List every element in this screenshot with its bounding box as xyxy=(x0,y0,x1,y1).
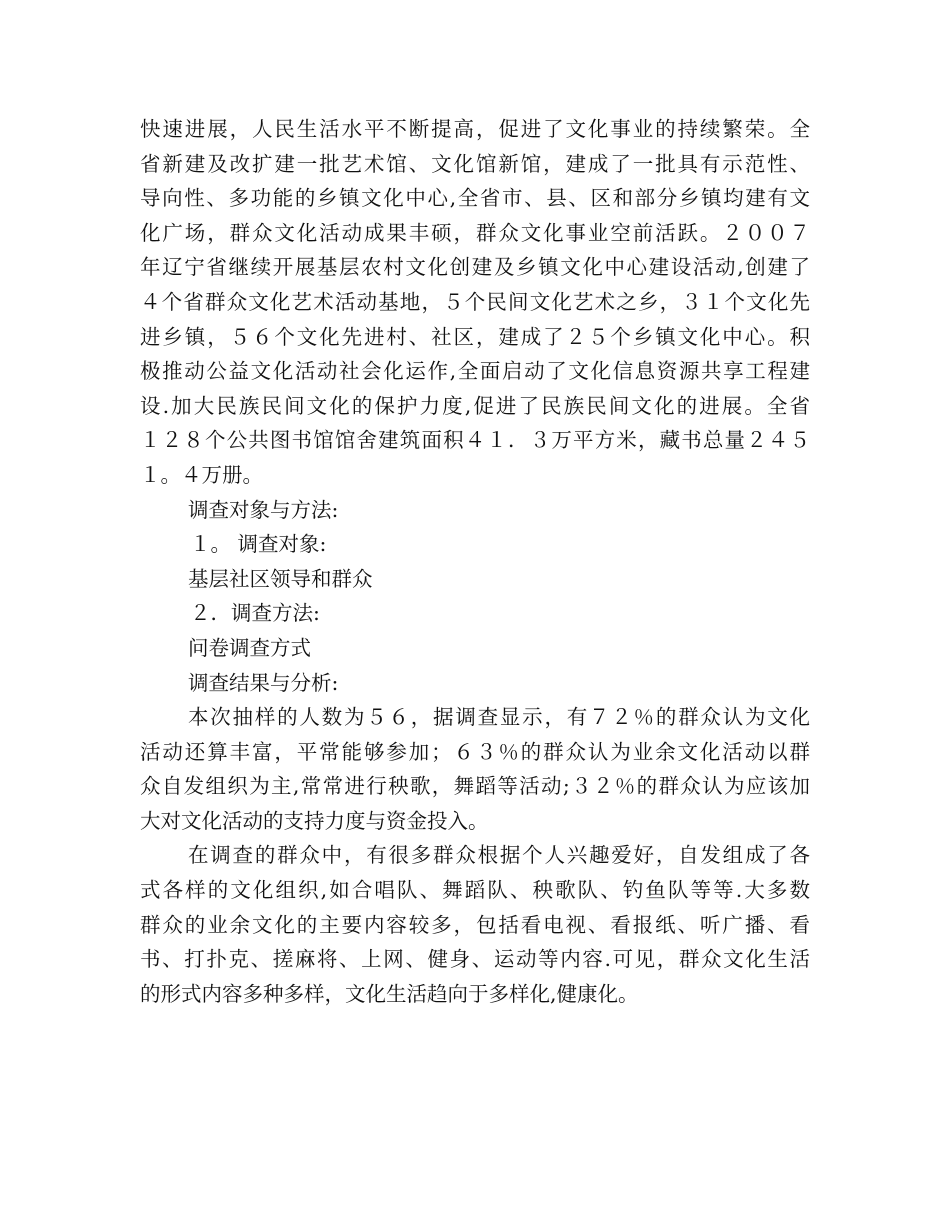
paragraph-line: １２８个公共图书馆馆舍建筑面积４１．３万平方米，藏书总量２４５ xyxy=(140,428,810,453)
results-heading: 调查结果与分析: xyxy=(188,670,339,695)
paragraph-line: 的形式内容多种多样，文化生活趋向于多样化,健康化。 xyxy=(140,981,639,1006)
paragraph-line: 进乡镇，５６个文化先进村、社区，建成了２５个乡镇文化中心。积 xyxy=(140,324,810,349)
paragraph-line: 设.加大民族民间文化的保护力度,促进了民族民间文化的进展。全省 xyxy=(140,393,810,418)
paragraph-line: 极推动公益文化活动社会化运作,全面启动了文化信息资源共享工程建 xyxy=(140,359,810,384)
paragraph-line: 快速进展，人民生活水平不断提高，促进了文化事业的持续繁荣。全 xyxy=(140,117,810,141)
document-body xyxy=(140,112,810,1011)
paragraph-line: 式各样的文化组织,如合唱队、舞蹈队、秧歌队、钓鱼队等等.大多数 xyxy=(140,878,810,903)
paragraph-line: 化广场，群众文化活动成果丰硕，群众文化事业空前活跃。２００７ xyxy=(140,220,810,245)
paragraph-line: 本次抽样的人数为５６，据调查显示，有７２％的群众认为文化 xyxy=(188,705,810,730)
paragraph-line: 在调查的群众中，有很多群众根据个人兴趣爱好，自发组成了各 xyxy=(188,843,810,868)
paragraph-line: 书、打扑克、搓麻将、上网、健身、运动等内容.可见，群众文化生活 xyxy=(140,947,810,972)
survey-item-2-heading: ２．调查方法: xyxy=(190,601,320,626)
paragraph-line: 省新建及改扩建一批艺术馆、文化馆新馆，建成了一批具有示范性、 xyxy=(140,151,810,176)
paragraph-line: １。４万册。 xyxy=(140,462,263,487)
survey-item-2-text: 问卷调查方式 xyxy=(188,635,311,660)
paragraph-line: 大对文化活动的支持力度与资金投入。 xyxy=(140,808,489,833)
paragraph-line: 活动还算丰富，平常能够参加；６３％的群众认为业余文化活动以群 xyxy=(140,739,810,764)
survey-item-1-text: 基层社区领导和群众 xyxy=(188,566,373,591)
paragraph-line: ４个省群众文化艺术活动基地，５个民间文化艺术之乡，３１个文化先 xyxy=(140,289,810,314)
paragraph-line: 群众的业余文化的主要内容较多，包括看电视、看报纸、听广播、看 xyxy=(140,912,810,937)
survey-item-1-heading: １。 调查对象: xyxy=(190,532,327,557)
paragraph-line: 年辽宁省继续开展基层农村文化创建及乡镇文化中心建设活动,创建了 xyxy=(140,255,810,280)
paragraph-line: 众自发组织为主,常常进行秧歌，舞蹈等活动;３２％的群众认为应该加 xyxy=(140,774,810,799)
paragraph-line: 导向性、多功能的乡镇文化中心,全省市、县、区和部分乡镇均建有文 xyxy=(140,186,810,211)
survey-heading: 调查对象与方法: xyxy=(188,497,339,522)
